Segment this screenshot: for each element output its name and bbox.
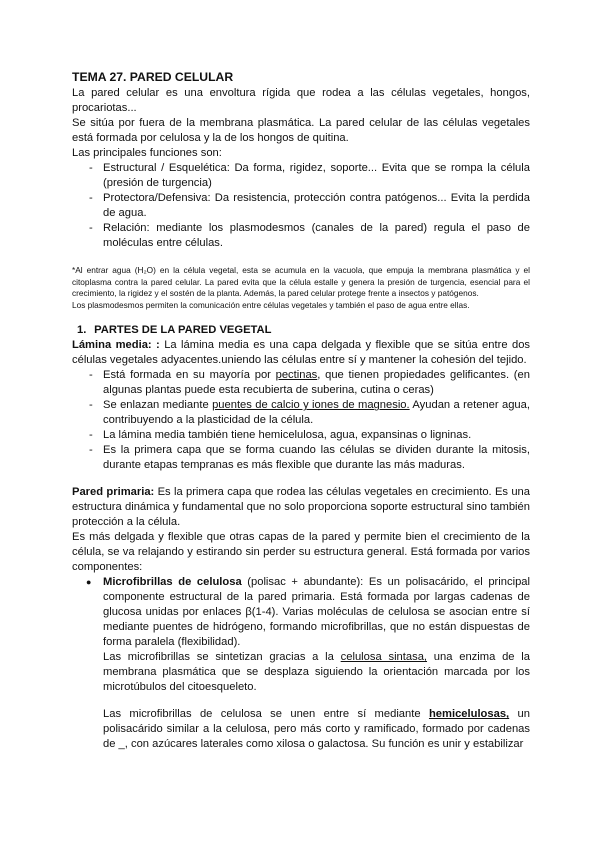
lamina-item-text: Ayudan a retener agua, contribuyendo a la plasticidad de la célula. [103,399,530,427]
components-list [72,575,530,650]
lamina-media-paragraph [72,338,530,368]
celulosa-sintasa-term: celulosa sintasa, [340,651,428,664]
pared-primaria-paragraph [72,485,530,530]
functions-list [72,161,530,251]
section-heading [72,323,530,338]
hemicelulosas-term: hemicelulosas, [428,708,510,721]
section-title: PARTES DE LA PARED VEGETAL [94,324,272,337]
lamina-item [72,398,530,428]
paragraph-text: una enzima de la membrana plasmática que se desplaza siguiendo la orientación marcada por los microtúbulos del citoesqueleto. [103,651,530,694]
lamina-item: - Es la primera capa que se forma cuando las células se dividen durante la mitosis, durante etapas tempranas es más flexible que durante las más maduras. [72,443,530,473]
function-item: - Estructural / Esquelética: Da forma, rigidez, soporte... Evita que se rompa la célula (presión de turgencia) [72,161,530,191]
pared-primaria-text: Es la primera capa que rodea las células vegetales en crecimiento. Es una estructura dinámica y fundamental que no solo proporciona soporte estructural sino también protección a la célula. [72,486,530,529]
microfibrillas-label: Microfibrillas de celulosa [103,576,242,589]
lamina-item-text: Está formada en su mayoría por [103,369,276,382]
microfibrillas-item [72,575,530,650]
puentes-calcio-term: puentes de calcio y iones de magnesio. [212,399,410,412]
intro-paragraph-2: Se sitúa por fuera de la membrana plasmática. La pared celular de las células vegetales está formada por celulosa y la de los hongos de quitina. [72,117,530,144]
paragraph-text: un polisacárido similar a la celulosa, pero más corto y ramificado, formado por cadenas de _, con azúcares laterales como xilosa o galactosa. Su función es unir y estabilizar [103,708,530,751]
functions-intro: Las principales funciones son: [72,147,222,159]
lamina-media-label: Lámina media: : [72,339,160,352]
paragraph-text: Las microfibrillas se sintetizan gracias a la [103,651,341,664]
document-page [72,70,530,752]
intro-paragraph-1: La pared celular es una envoltura rígida que rodea a las células vegetales, hongos, procariotas... [72,87,530,114]
lamina-item: - La lámina media también tiene hemicelulosa, agua, expansinas o ligninas. [72,428,530,443]
hemicelulosas-paragraph [72,707,530,752]
pared-primaria-paragraph-2: Es más delgada y flexible que otras capas de la pared y permite bien el crecimiento de la célula, se va relajando y estirando sin perder su estructura general. Está formada por varios componentes: [72,531,530,574]
function-item: - Relación: mediante los plasmodesmos (canales de la pared) regula el paso de moléculas entre células. [72,221,530,251]
lamina-media-list [72,368,530,473]
plasmodesm-note-text: Los plasmodesmos permiten la comunicación entre células vegetales y también el paso de agua entre ellas. [72,299,470,310]
section-number: 1. [77,324,87,337]
celulosa-sintasa-paragraph [72,650,530,695]
document-title: TEMA 27. PARED CELULAR [72,70,234,84]
microfibrillas-text: (polisac + abundante): Es un polisacárido, el principal componente estructural de la pared primaria. Está formada por largas cadenas de glucosa unidas por enlaces β(1-4). Varias moléculas de celulosa se asocian entre sí mediante puentes de hidrógeno, formando microfibrillas, que no están dispuestas de forma paralela (flexibilidad). [103,576,530,649]
pared-primaria-label: Pared primaria: [72,486,155,499]
lamina-media-text: La lámina media es una capa delgada y flexible que se sitúa entre dos células vegetales adyacentes.uniendo las células entre sí y mantener la cohesión del tejido. [72,339,531,367]
lamina-item [72,368,530,398]
turgor-note-text: *Al entrar agua (H₂O) en la célula vegetal, esta se acumula en la vacuola, que empuja la membrana plasmática y el citoplasma contra la pared celular. La pared evita que la célula estalle y genera la presión de turgencia, esencial para el crecimiento, la rigidez y el sostén de la planta. Además, la pared celular protege frente a insectos y patógenos. [72,265,530,299]
pectinas-term: pectinas [275,369,318,382]
function-item: - Protectora/Defensiva: Da resistencia, protección contra patógenos... Evita la perdida de agua. [72,191,530,221]
lamina-item-text: , que tienen propiedades gelificantes. (en algunas plantas puede esta recubierta de suberina, cutina o ceras) [103,369,530,397]
lamina-item-text: Se enlazan mediante [103,399,213,412]
turgor-note [72,265,530,311]
paragraph-text: Las microfibrillas de celulosa se unen entre sí mediante [103,708,429,721]
